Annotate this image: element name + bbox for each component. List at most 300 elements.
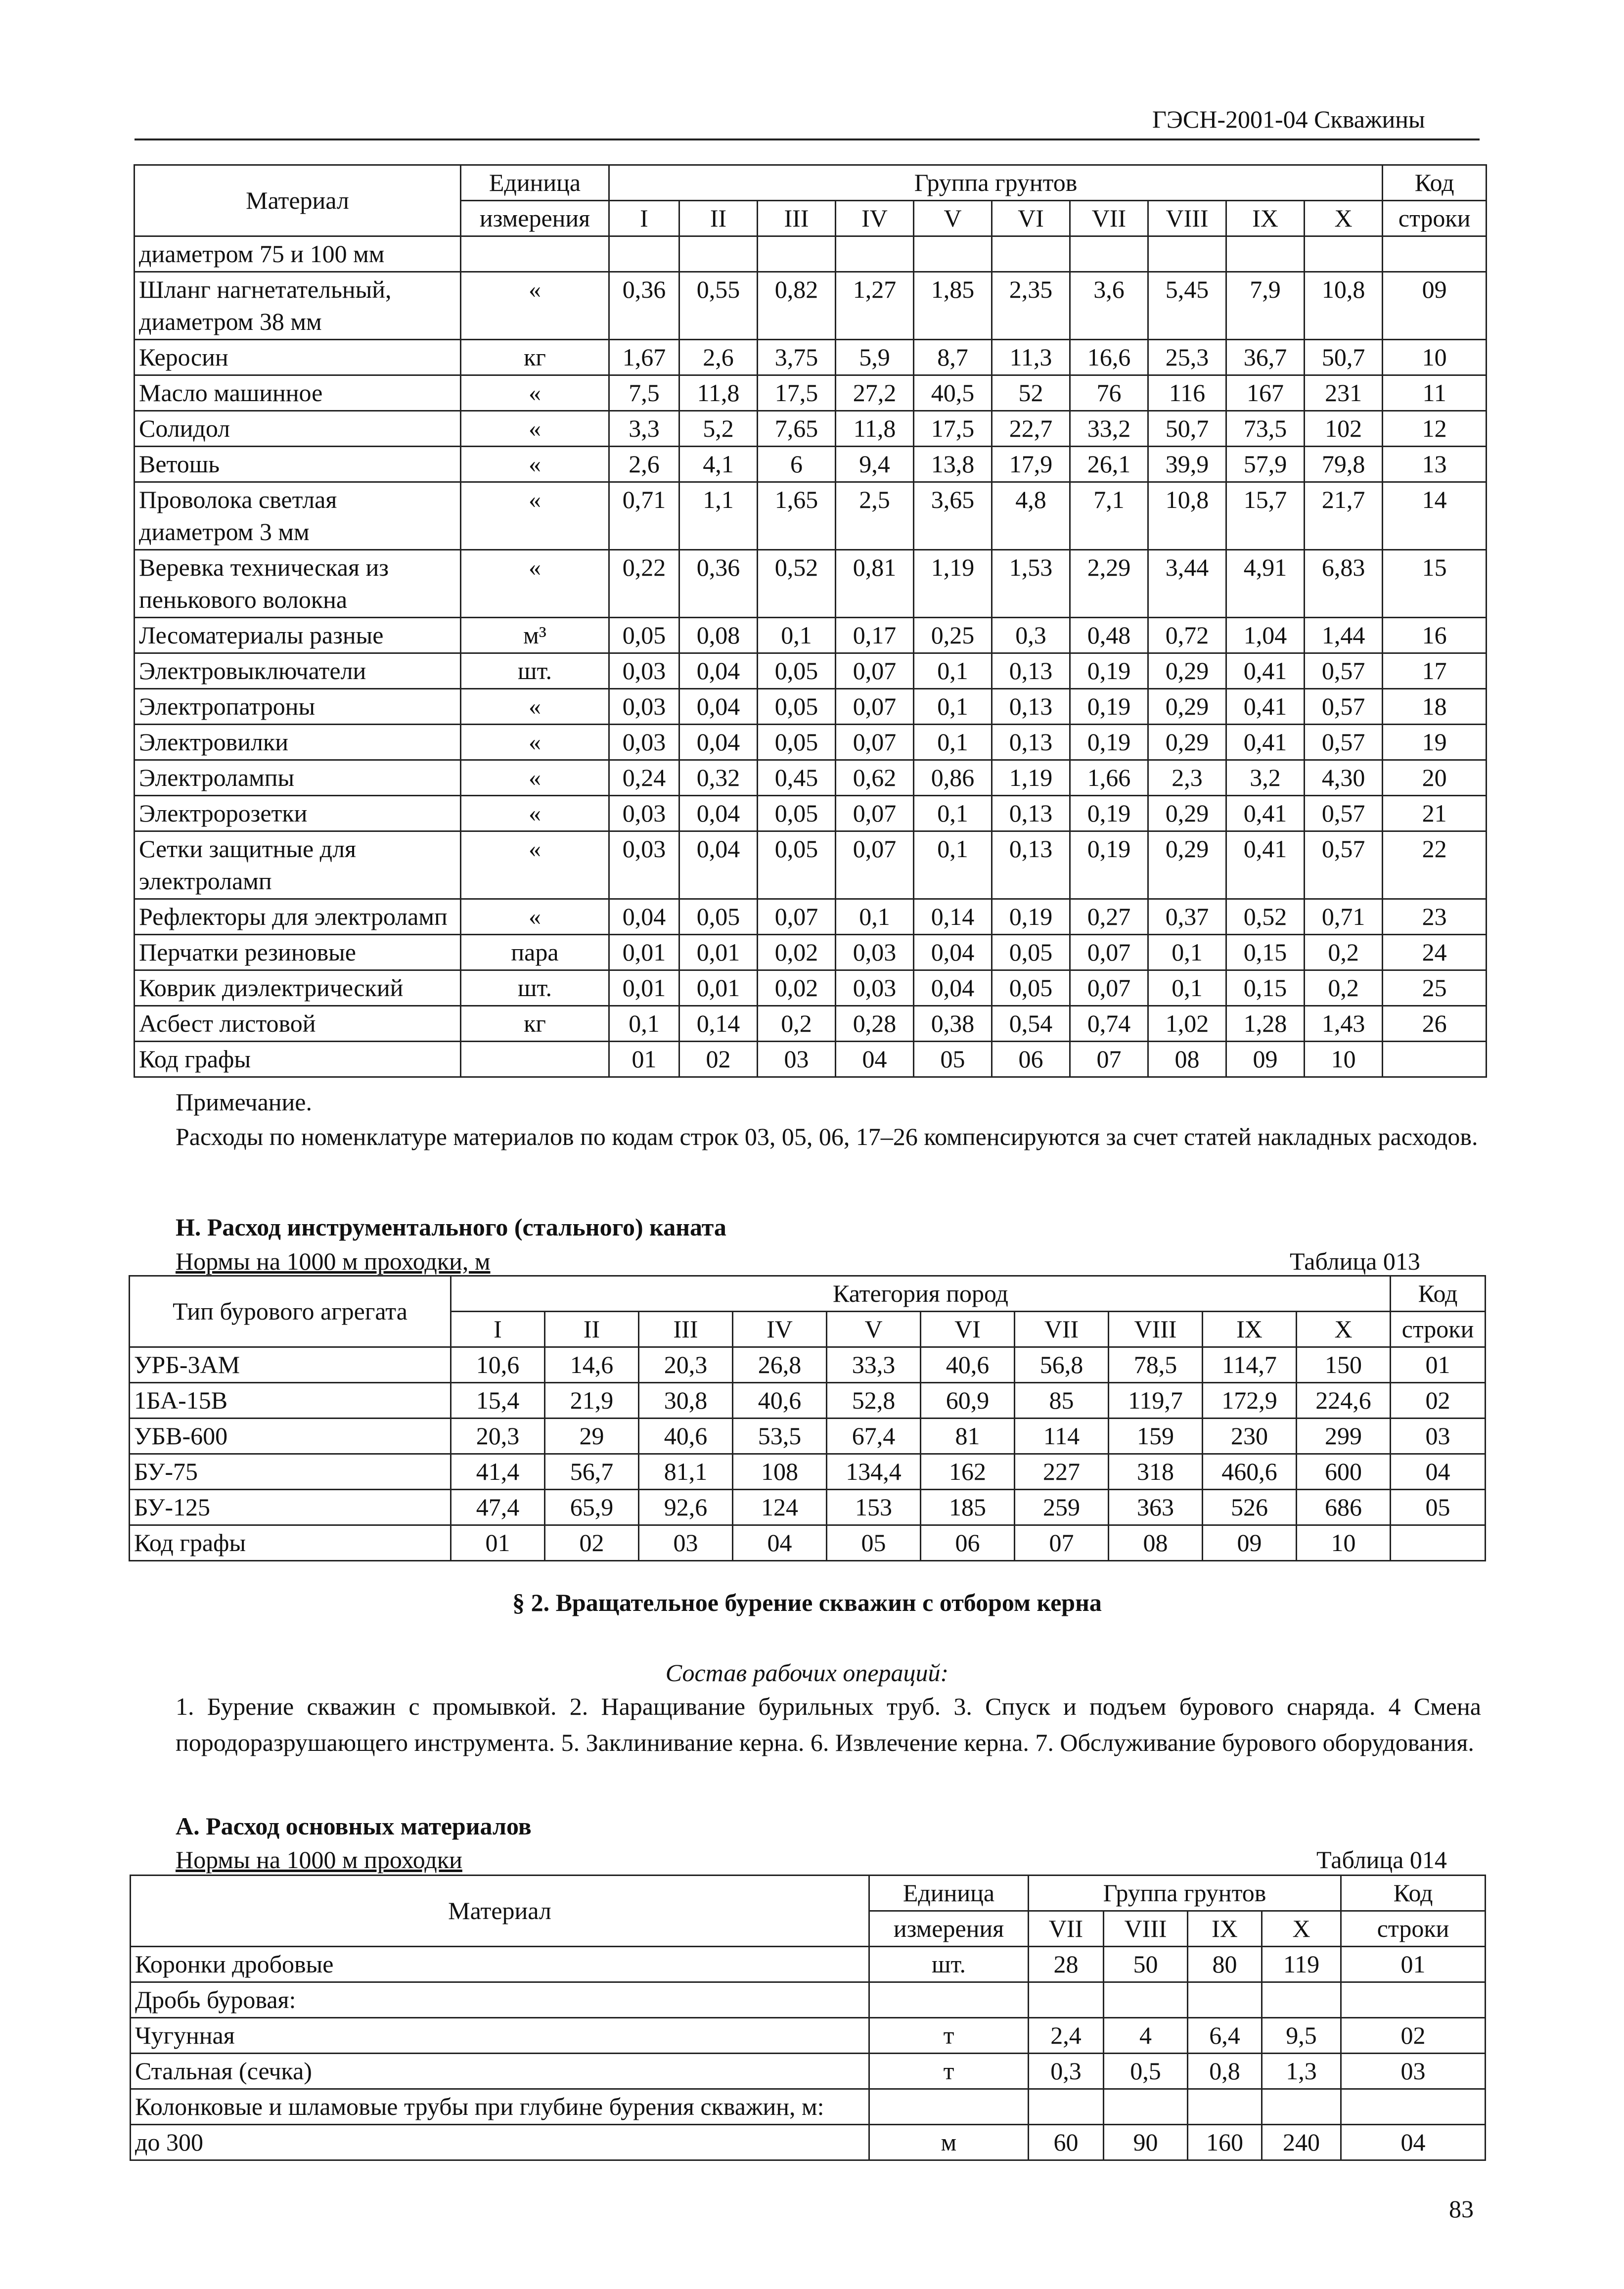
- value-cell: 0,45: [758, 760, 836, 796]
- section-2-title: § 2. Вращательное бурение скважин с отбором керна: [512, 1589, 1102, 1616]
- rig-type-cell: 1БА-15В: [130, 1383, 451, 1419]
- value-cell: 0,55: [679, 272, 758, 340]
- value-cell: 0,1: [609, 1006, 679, 1042]
- value-cell: 0,05: [609, 618, 679, 653]
- table-row: [131, 2125, 1486, 2160]
- value-cell: 07: [1015, 1525, 1109, 1561]
- material-cell: Электровыключатели: [135, 653, 461, 689]
- value-cell: 10: [1305, 1042, 1383, 1077]
- material-cell: Стальная (сечка): [131, 2054, 869, 2089]
- value-cell: 07: [1070, 1042, 1148, 1077]
- code-cell: 21: [1383, 796, 1487, 831]
- code-cell: [1383, 236, 1487, 272]
- table-row: [135, 831, 1487, 899]
- material-cell: Веревка техническая из пенькового волокна: [135, 550, 461, 618]
- col-code-header-2: строки: [1383, 201, 1487, 236]
- value-cell: 0,41: [1226, 653, 1305, 689]
- value-cell: 60,9: [921, 1383, 1015, 1419]
- material-cell: диаметром 75 и 100 мм: [135, 236, 461, 272]
- value-cell: 0,19: [1070, 831, 1148, 899]
- unit-cell: «: [461, 689, 609, 725]
- value-cell: 108: [733, 1454, 827, 1490]
- table-row: [130, 1525, 1486, 1561]
- value-cell: 0,1: [836, 899, 914, 935]
- value-cell: 60: [1029, 2125, 1104, 2160]
- code-cell: 15: [1383, 550, 1487, 618]
- value-cell: 0,29: [1148, 831, 1226, 899]
- value-cell: [679, 236, 758, 272]
- value-cell: [1029, 2089, 1104, 2125]
- code-cell: [1383, 1042, 1487, 1077]
- value-cell: 2,3: [1148, 760, 1226, 796]
- value-cell: 57,9: [1226, 447, 1305, 482]
- value-cell: 0,05: [992, 970, 1070, 1006]
- value-cell: 08: [1109, 1525, 1203, 1561]
- unit-cell: шт.: [869, 1947, 1029, 1982]
- running-header: ГЭСН-2001-04 Скважины: [1152, 105, 1425, 133]
- value-cell: 0,13: [992, 831, 1070, 899]
- value-cell: 0,24: [609, 760, 679, 796]
- value-cell: [1226, 236, 1305, 272]
- table-row: [135, 935, 1487, 970]
- material-cell: Электролампы: [135, 760, 461, 796]
- code-cell: 02: [1341, 2018, 1486, 2054]
- value-cell: 10: [1297, 1525, 1391, 1561]
- value-cell: 06: [921, 1525, 1015, 1561]
- col-unit-header: Единица: [869, 1876, 1029, 1911]
- value-cell: 526: [1203, 1490, 1297, 1525]
- value-cell: 25,3: [1148, 340, 1226, 375]
- value-cell: 0,57: [1305, 796, 1383, 831]
- table-row: [135, 447, 1487, 482]
- value-cell: 0,38: [914, 1006, 992, 1042]
- value-cell: 50,7: [1148, 411, 1226, 447]
- unit-cell: «: [461, 796, 609, 831]
- rig-type-cell: БУ-75: [130, 1454, 451, 1490]
- value-cell: 27,2: [836, 375, 914, 411]
- value-cell: 3,6: [1070, 272, 1148, 340]
- material-cell: Электророзетки: [135, 796, 461, 831]
- value-cell: 0,32: [679, 760, 758, 796]
- value-cell: 230: [1203, 1419, 1297, 1454]
- value-cell: 4: [1104, 2018, 1188, 2054]
- col-category-header: Категория пород: [451, 1276, 1391, 1312]
- value-cell: 114,7: [1203, 1347, 1297, 1383]
- material-cell: Электровилки: [135, 725, 461, 760]
- table-row: [135, 970, 1487, 1006]
- materials-table-continued: [134, 164, 1487, 1078]
- value-cell: 167: [1226, 375, 1305, 411]
- value-cell: 0,05: [758, 725, 836, 760]
- value-cell: 0,57: [1305, 831, 1383, 899]
- value-cell: 0,27: [1070, 899, 1148, 935]
- value-cell: 7,1: [1070, 482, 1148, 550]
- value-cell: 0,3: [1029, 2054, 1104, 2089]
- value-cell: 150: [1297, 1347, 1391, 1383]
- unit-cell: «: [461, 447, 609, 482]
- col-group-header: Группа грунтов: [609, 165, 1383, 201]
- unit-cell: «: [461, 831, 609, 899]
- table-row: [135, 236, 1487, 272]
- value-cell: 5,2: [679, 411, 758, 447]
- group-header: IX: [1188, 1911, 1262, 1947]
- value-cell: 81: [921, 1419, 1015, 1454]
- value-cell: 0,29: [1148, 725, 1226, 760]
- page-number: 83: [1449, 2195, 1474, 2223]
- value-cell: 172,9: [1203, 1383, 1297, 1419]
- value-cell: 9,4: [836, 447, 914, 482]
- table-row: [130, 1347, 1486, 1383]
- table-row: [135, 899, 1487, 935]
- value-cell: 5,9: [836, 340, 914, 375]
- rig-type-cell: Код графы: [130, 1525, 451, 1561]
- col-code-header: Код: [1341, 1876, 1486, 1911]
- value-cell: 0,07: [836, 796, 914, 831]
- table-row: [135, 272, 1487, 340]
- value-cell: 52,8: [827, 1383, 921, 1419]
- value-cell: 0,52: [758, 550, 836, 618]
- value-cell: 299: [1297, 1419, 1391, 1454]
- code-cell: 04: [1341, 2125, 1486, 2160]
- core-drilling-materials-table: [130, 1875, 1486, 2161]
- value-cell: [609, 236, 679, 272]
- value-cell: 0,52: [1226, 899, 1305, 935]
- value-cell: 0,28: [836, 1006, 914, 1042]
- code-cell: 12: [1383, 411, 1487, 447]
- unit-cell: «: [461, 411, 609, 447]
- value-cell: 1,3: [1262, 2054, 1341, 2089]
- value-cell: 0,07: [1070, 970, 1148, 1006]
- value-cell: 0,2: [1305, 935, 1383, 970]
- value-cell: 119,7: [1109, 1383, 1203, 1419]
- category-header: V: [827, 1312, 921, 1347]
- value-cell: 0,54: [992, 1006, 1070, 1042]
- section-h-title: Н. Расход инструментального (стального) каната: [176, 1213, 726, 1241]
- code-cell: 01: [1391, 1347, 1486, 1383]
- value-cell: 0,05: [758, 796, 836, 831]
- value-cell: 0,74: [1070, 1006, 1148, 1042]
- value-cell: 56,8: [1015, 1347, 1109, 1383]
- value-cell: 47,4: [451, 1490, 545, 1525]
- value-cell: 02: [545, 1525, 639, 1561]
- value-cell: 0,41: [1226, 831, 1305, 899]
- unit-cell: «: [461, 899, 609, 935]
- value-cell: 0,04: [679, 831, 758, 899]
- table-row: [135, 618, 1487, 653]
- value-cell: 0,03: [836, 935, 914, 970]
- unit-cell: м³: [461, 618, 609, 653]
- value-cell: 0,02: [758, 935, 836, 970]
- value-cell: 259: [1015, 1490, 1109, 1525]
- value-cell: 81,1: [639, 1454, 733, 1490]
- table-row: [135, 411, 1487, 447]
- col-type-header: Тип бурового агрегата: [130, 1276, 451, 1347]
- value-cell: 15,4: [451, 1383, 545, 1419]
- value-cell: 80: [1188, 1947, 1262, 1982]
- value-cell: 2,4: [1029, 2018, 1104, 2054]
- value-cell: 0,15: [1226, 970, 1305, 1006]
- unit-cell: т: [869, 2054, 1029, 2089]
- table-row: [135, 1006, 1487, 1042]
- value-cell: 0,57: [1305, 689, 1383, 725]
- value-cell: 153: [827, 1490, 921, 1525]
- value-cell: 0,5: [1104, 2054, 1188, 2089]
- value-cell: 05: [827, 1525, 921, 1561]
- table-row: [130, 1383, 1486, 1419]
- value-cell: 73,5: [1226, 411, 1305, 447]
- value-cell: [1148, 236, 1226, 272]
- value-cell: 09: [1203, 1525, 1297, 1561]
- value-cell: 0,01: [609, 935, 679, 970]
- value-cell: 0,1: [758, 618, 836, 653]
- value-cell: 0,29: [1148, 796, 1226, 831]
- table-row: [130, 1419, 1486, 1454]
- value-cell: 0,05: [992, 935, 1070, 970]
- value-cell: 7,65: [758, 411, 836, 447]
- value-cell: 318: [1109, 1454, 1203, 1490]
- value-cell: 16,6: [1070, 340, 1148, 375]
- value-cell: 0,37: [1148, 899, 1226, 935]
- code-cell: 26: [1383, 1006, 1487, 1042]
- value-cell: 21,7: [1305, 482, 1383, 550]
- group-header: VI: [992, 201, 1070, 236]
- code-cell: 13: [1383, 447, 1487, 482]
- value-cell: 0,22: [609, 550, 679, 618]
- value-cell: 0,05: [758, 653, 836, 689]
- value-cell: 686: [1297, 1490, 1391, 1525]
- value-cell: 0,17: [836, 618, 914, 653]
- value-cell: 08: [1148, 1042, 1226, 1077]
- section-h-table-label: Таблица 013: [1290, 1247, 1420, 1275]
- material-cell: Электропатроны: [135, 689, 461, 725]
- value-cell: 85: [1015, 1383, 1109, 1419]
- value-cell: 39,9: [1148, 447, 1226, 482]
- value-cell: 2,35: [992, 272, 1070, 340]
- value-cell: 17,5: [914, 411, 992, 447]
- value-cell: 0,04: [914, 935, 992, 970]
- col-unit-header-2: измерения: [461, 201, 609, 236]
- value-cell: 1,44: [1305, 618, 1383, 653]
- value-cell: 6: [758, 447, 836, 482]
- header-rule: [135, 138, 1480, 140]
- material-cell: Чугунная: [131, 2018, 869, 2054]
- category-header: IV: [733, 1312, 827, 1347]
- value-cell: 0,19: [1070, 796, 1148, 831]
- value-cell: [1029, 1982, 1104, 2018]
- table-row: [131, 2054, 1486, 2089]
- value-cell: [1262, 2089, 1341, 2125]
- unit-cell: шт.: [461, 653, 609, 689]
- value-cell: 22,7: [992, 411, 1070, 447]
- material-cell: Керосин: [135, 340, 461, 375]
- unit-cell: «: [461, 550, 609, 618]
- col-code-header-2: строки: [1341, 1911, 1486, 1947]
- code-cell: 01: [1341, 1947, 1486, 1982]
- code-cell: [1341, 2089, 1486, 2125]
- value-cell: 9,5: [1262, 2018, 1341, 2054]
- value-cell: 76: [1070, 375, 1148, 411]
- value-cell: 40,6: [639, 1419, 733, 1454]
- value-cell: 33,2: [1070, 411, 1148, 447]
- unit-cell: [869, 1982, 1029, 2018]
- group-header: X: [1262, 1911, 1341, 1947]
- value-cell: 600: [1297, 1454, 1391, 1490]
- value-cell: 0,71: [1305, 899, 1383, 935]
- value-cell: 0,19: [992, 899, 1070, 935]
- value-cell: 0,57: [1305, 725, 1383, 760]
- value-cell: 0,19: [1070, 689, 1148, 725]
- value-cell: 04: [733, 1525, 827, 1561]
- value-cell: 1,1: [679, 482, 758, 550]
- note-title: Примечание.: [176, 1088, 313, 1116]
- value-cell: 26,8: [733, 1347, 827, 1383]
- value-cell: 159: [1109, 1419, 1203, 1454]
- value-cell: [992, 236, 1070, 272]
- table-row: [135, 653, 1487, 689]
- table-row: [131, 1982, 1486, 2018]
- group-header: V: [914, 201, 992, 236]
- note-text: Расходы по номенклатуре материалов по кодам строк 03, 05, 06, 17–26 компенсируются за счет статей накладных расходов.: [176, 1123, 1478, 1150]
- value-cell: 0,62: [836, 760, 914, 796]
- value-cell: [1070, 236, 1148, 272]
- value-cell: 09: [1226, 1042, 1305, 1077]
- value-cell: 30,8: [639, 1383, 733, 1419]
- value-cell: 2,5: [836, 482, 914, 550]
- value-cell: 0,07: [836, 689, 914, 725]
- value-cell: 0,41: [1226, 689, 1305, 725]
- material-cell: до 300: [131, 2125, 869, 2160]
- value-cell: 0,04: [679, 689, 758, 725]
- material-cell: Сетки защитные для электроламп: [135, 831, 461, 899]
- material-cell: Проволока светлая диаметром 3 мм: [135, 482, 461, 550]
- value-cell: 7,9: [1226, 272, 1305, 340]
- unit-cell: «: [461, 760, 609, 796]
- value-cell: 11,3: [992, 340, 1070, 375]
- category-header: II: [545, 1312, 639, 1347]
- value-cell: 1,65: [758, 482, 836, 550]
- operations-title: Состав рабочих операций:: [665, 1659, 949, 1687]
- value-cell: 0,1: [1148, 970, 1226, 1006]
- value-cell: 0,1: [914, 796, 992, 831]
- unit-cell: кг: [461, 340, 609, 375]
- value-cell: 0,1: [914, 689, 992, 725]
- code-cell: 03: [1341, 2054, 1486, 2089]
- value-cell: 33,3: [827, 1347, 921, 1383]
- table-row: [131, 2018, 1486, 2054]
- unit-cell: пара: [461, 935, 609, 970]
- value-cell: [914, 236, 992, 272]
- group-header: VIII: [1104, 1911, 1188, 1947]
- value-cell: 02: [679, 1042, 758, 1077]
- code-cell: 03: [1391, 1419, 1486, 1454]
- value-cell: 50: [1104, 1947, 1188, 1982]
- unit-cell: «: [461, 725, 609, 760]
- value-cell: 0,07: [758, 899, 836, 935]
- table-row: [135, 760, 1487, 796]
- value-cell: 0,05: [679, 899, 758, 935]
- rig-type-cell: УРБ-3АМ: [130, 1347, 451, 1383]
- value-cell: 1,02: [1148, 1006, 1226, 1042]
- value-cell: [758, 236, 836, 272]
- value-cell: 04: [836, 1042, 914, 1077]
- value-cell: 50,7: [1305, 340, 1383, 375]
- unit-cell: «: [461, 375, 609, 411]
- unit-cell: кг: [461, 1006, 609, 1042]
- value-cell: 4,1: [679, 447, 758, 482]
- value-cell: 0,03: [609, 689, 679, 725]
- value-cell: 1,27: [836, 272, 914, 340]
- value-cell: 231: [1305, 375, 1383, 411]
- section-a-title: А. Расход основных материалов: [176, 1812, 532, 1840]
- value-cell: 36,7: [1226, 340, 1305, 375]
- material-cell: Масло машинное: [135, 375, 461, 411]
- group-header: VIII: [1148, 201, 1226, 236]
- code-cell: 10: [1383, 340, 1487, 375]
- rig-type-cell: БУ-125: [130, 1490, 451, 1525]
- unit-cell: «: [461, 272, 609, 340]
- value-cell: 56,7: [545, 1454, 639, 1490]
- value-cell: 0,81: [836, 550, 914, 618]
- value-cell: 3,2: [1226, 760, 1305, 796]
- table-row: [135, 689, 1487, 725]
- value-cell: 20,3: [639, 1347, 733, 1383]
- value-cell: 0,07: [836, 725, 914, 760]
- category-header: III: [639, 1312, 733, 1347]
- value-cell: 0,19: [1070, 725, 1148, 760]
- material-cell: Лесоматериалы разные: [135, 618, 461, 653]
- value-cell: 0,04: [609, 899, 679, 935]
- code-cell: [1391, 1525, 1486, 1561]
- value-cell: 06: [992, 1042, 1070, 1077]
- value-cell: 0,04: [679, 653, 758, 689]
- value-cell: 78,5: [1109, 1347, 1203, 1383]
- category-header: VIII: [1109, 1312, 1203, 1347]
- value-cell: 1,19: [914, 550, 992, 618]
- table-row: [135, 796, 1487, 831]
- value-cell: 17,5: [758, 375, 836, 411]
- value-cell: 0,72: [1148, 618, 1226, 653]
- group-header: IX: [1226, 201, 1305, 236]
- material-cell: Асбест листовой: [135, 1006, 461, 1042]
- value-cell: 6,4: [1188, 2018, 1262, 2054]
- value-cell: 01: [609, 1042, 679, 1077]
- value-cell: 0,86: [914, 760, 992, 796]
- group-header: I: [609, 201, 679, 236]
- value-cell: 224,6: [1297, 1383, 1391, 1419]
- value-cell: 26,1: [1070, 447, 1148, 482]
- value-cell: 0,13: [992, 653, 1070, 689]
- value-cell: 1,66: [1070, 760, 1148, 796]
- value-cell: 124: [733, 1490, 827, 1525]
- table-row: [131, 1947, 1486, 1982]
- section-h-norms: Нормы на 1000 м проходки, м: [176, 1247, 491, 1275]
- value-cell: 160: [1188, 2125, 1262, 2160]
- value-cell: 11,8: [836, 411, 914, 447]
- value-cell: [1188, 2089, 1262, 2125]
- value-cell: 52: [992, 375, 1070, 411]
- material-cell: Код графы: [135, 1042, 461, 1077]
- category-header: I: [451, 1312, 545, 1347]
- value-cell: 79,8: [1305, 447, 1383, 482]
- value-cell: 0,1: [914, 653, 992, 689]
- code-cell: 18: [1383, 689, 1487, 725]
- value-cell: 0,14: [679, 1006, 758, 1042]
- material-cell: Коронки дробовые: [131, 1947, 869, 1982]
- col-code-header-2: строки: [1391, 1312, 1486, 1347]
- value-cell: 10,8: [1305, 272, 1383, 340]
- group-header: II: [679, 201, 758, 236]
- value-cell: 0,07: [836, 653, 914, 689]
